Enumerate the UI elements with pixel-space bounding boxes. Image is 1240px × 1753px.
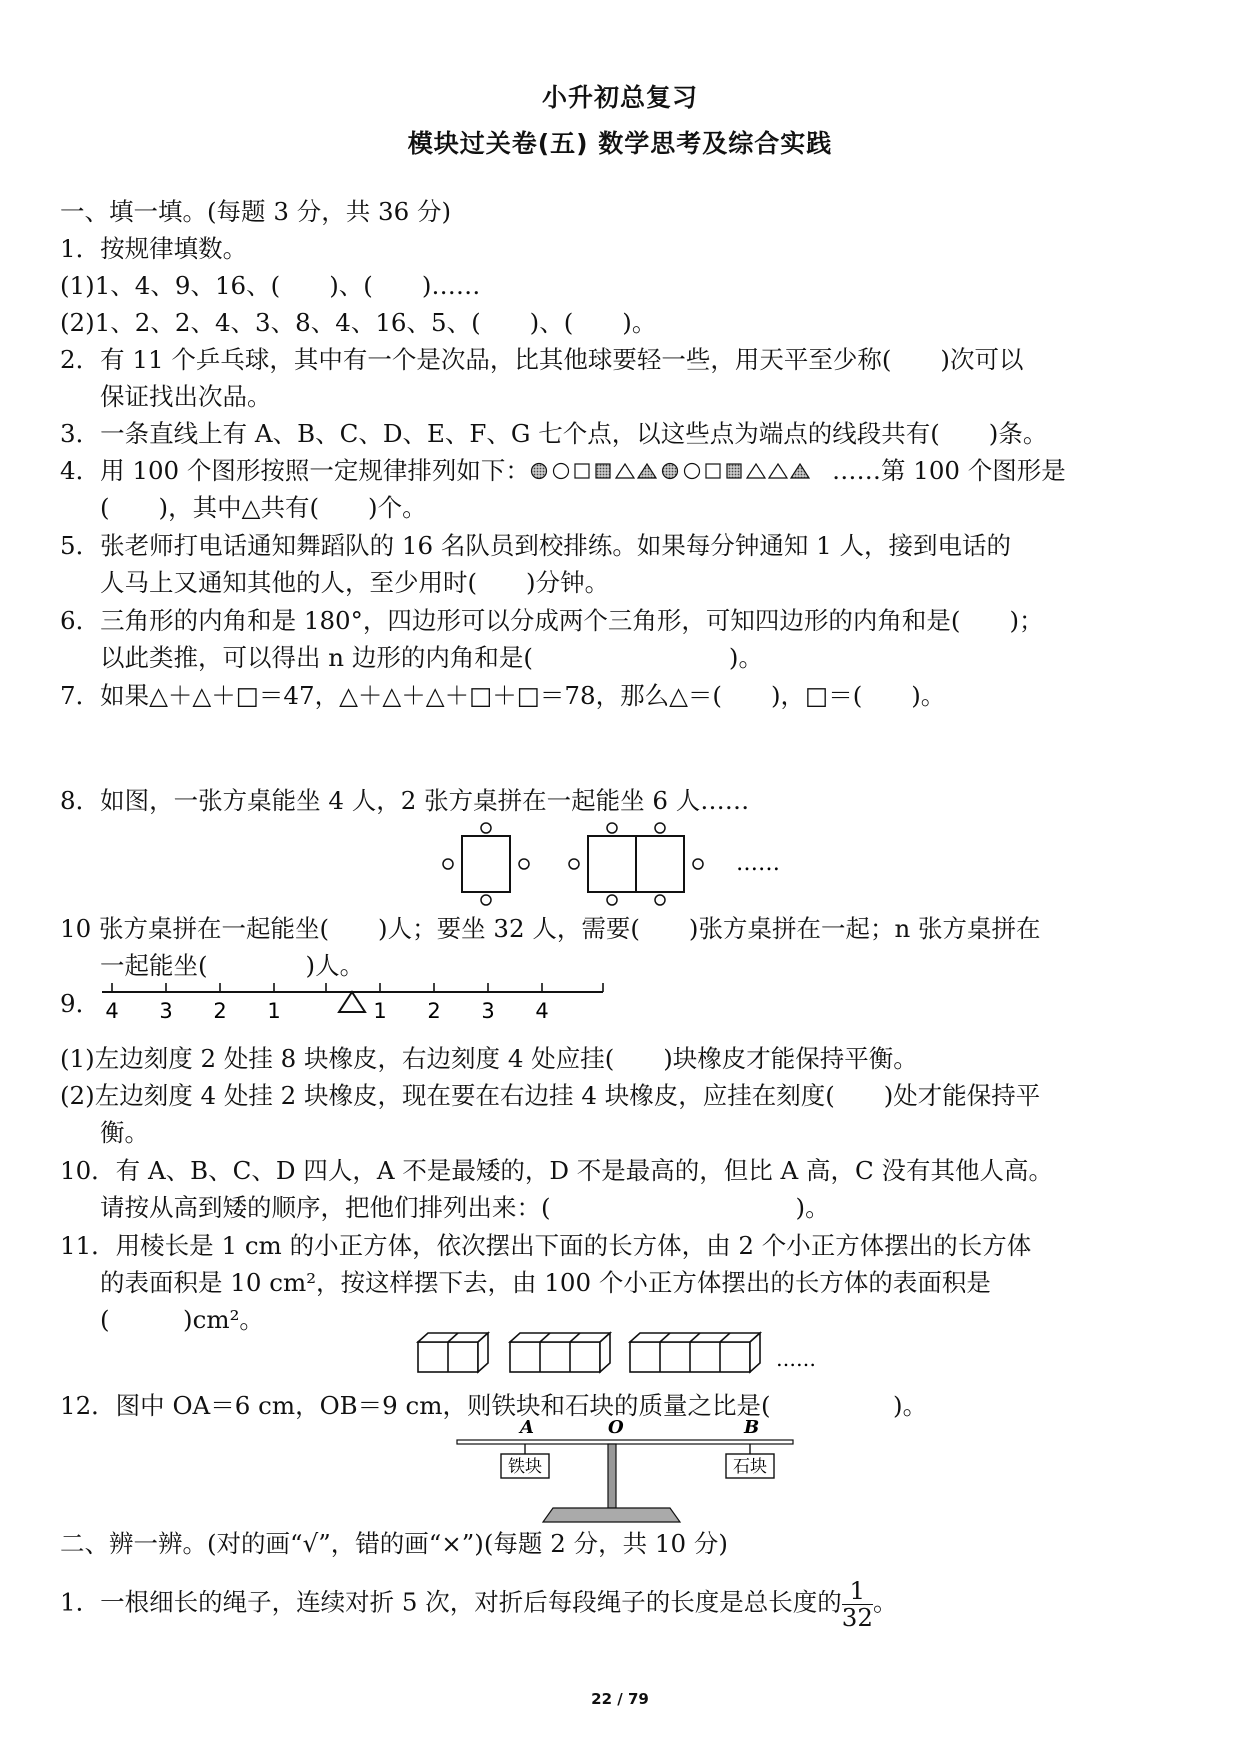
lever-base xyxy=(543,1508,680,1522)
label-a: A xyxy=(520,1417,534,1438)
q9-label: 9． xyxy=(60,989,101,1018)
ruler-tick-label: 1 xyxy=(267,999,281,1023)
ruler-tick-label: 3 xyxy=(481,999,495,1023)
fraction xyxy=(842,1578,873,1630)
seat-icon xyxy=(607,895,617,905)
q10-line1: 10．有 A、B、C、D 四人，A 不是最矮的，D 不是最高的，但比 A 高，C 没有其他人高。 xyxy=(60,1156,1054,1185)
q1-stem: 1．按规律填数。 xyxy=(60,234,248,263)
q5-line2: 人马上又通知其他的人，至少用时( )分钟。 xyxy=(100,568,610,597)
q11-line3: ( )cm²。 xyxy=(100,1305,264,1334)
ruler-tick-label: 2 xyxy=(427,999,441,1023)
q11-line1: 11．用棱长是 1 cm 的小正方体，依次摆出下面的长方体，由 2 个小正方体摆出的长方体 xyxy=(60,1231,1032,1260)
triangle-icon xyxy=(616,464,634,478)
q8-stem: 8．如图，一张方桌能坐 4 人，2 张方桌拼在一起能坐 6 人…… xyxy=(60,786,750,815)
lever-figure xyxy=(455,1418,795,1526)
label-o: O xyxy=(608,1417,624,1438)
square-icon xyxy=(706,464,720,478)
circle-icon xyxy=(684,464,699,479)
fraction-numerator: 1 xyxy=(842,1578,873,1605)
page-number: 22 / 79 xyxy=(591,1690,649,1708)
q4-line1-end: ……第 100 个图形是 xyxy=(831,456,1066,485)
q9-part2-line2: 衡。 xyxy=(100,1118,149,1147)
shape-sequence xyxy=(530,461,832,481)
seat-icon xyxy=(481,823,491,833)
q4-line1 xyxy=(60,455,1066,487)
dotted-triangle-icon xyxy=(791,464,809,478)
ruler-tick-label: 4 xyxy=(535,999,549,1023)
circle-icon xyxy=(553,464,568,479)
q2-line2: 保证找出次品。 xyxy=(100,382,272,411)
triangle-icon xyxy=(769,464,787,478)
q4-line1-start: 4．用 100 个图形按照一定规律排列如下： xyxy=(60,456,530,485)
lever-post xyxy=(608,1444,616,1508)
seat-icon xyxy=(655,823,665,833)
s2-q1-end: 。 xyxy=(872,1587,898,1617)
q7-text: 7．如果△＋△＋□＝47，△＋△＋△＋□＋□＝78，那么△＝( )，□＝( )。 xyxy=(60,681,946,710)
dotted-circle-icon xyxy=(662,464,677,479)
seat-icon xyxy=(607,823,617,833)
seat-icon xyxy=(693,859,703,869)
q9-part1: (1)左边刻度 2 处挂 8 块橡皮，右边刻度 4 处应挂( )块橡皮才能保持平衡。 xyxy=(60,1044,918,1073)
iron-label: 铁块 xyxy=(508,1457,542,1477)
stone-label: 石块 xyxy=(733,1457,767,1477)
cuboids-figure xyxy=(418,1330,818,1380)
cuboid-3 xyxy=(510,1342,600,1372)
fraction-denominator: 32 xyxy=(841,1602,873,1632)
section1-heading: 一、填一填。(每题 3 分，共 36 分) xyxy=(60,197,452,226)
seat-icon xyxy=(655,895,665,905)
q4-line2: ( )，其中△共有( )个。 xyxy=(100,493,427,522)
q1-part2: (2)1、2、2、4、3、8、4、16、5、( )、( )。 xyxy=(60,308,657,337)
continuation-dots: …… xyxy=(736,851,780,876)
s2-q1 xyxy=(60,1578,897,1630)
dotted-square-icon xyxy=(727,464,741,478)
ruler-tick-label: 3 xyxy=(159,999,173,1023)
q3-text: 3．一条直线上有 A、B、C、D、E、F、G 七个点，以这些点为端点的线段共有( )条。 xyxy=(60,419,1048,448)
seat-icon xyxy=(519,859,529,869)
q8-line1: 10 张方桌拼在一起能坐( )人；要坐 32 人，需要( )张方桌拼在一起；n 张方桌拼在 xyxy=(60,914,1041,943)
tables-figure xyxy=(440,820,780,910)
triangle-icon xyxy=(747,464,765,478)
q6-line2: 以此类推，可以得出 n 边形的内角和是( )。 xyxy=(100,643,763,672)
label-b: B xyxy=(744,1417,760,1438)
ruler-tick-label: 4 xyxy=(105,999,119,1023)
q12-text: 12．图中 OA＝6 cm，OB＝9 cm，则铁块和石块的质量之比是( )。 xyxy=(60,1391,928,1420)
seat-icon xyxy=(569,859,579,869)
ruler-tick-label: 2 xyxy=(213,999,227,1023)
table-square xyxy=(462,836,510,892)
page-title: 小升初总复习 xyxy=(541,83,698,112)
q11-line2: 的表面积是 10 cm²，按这样摆下去，由 100 个小正方体摆出的长方体的表面积是 xyxy=(100,1268,991,1297)
section2-heading: 二、辨一辨。(对的画“√”，错的画“×”)(每题 2 分，共 10 分) xyxy=(60,1529,728,1558)
s2-q1-text: 1．一根细长的绳子，连续对折 5 次，对折后每段绳子的长度是总长度的 xyxy=(60,1587,842,1617)
balance-ruler xyxy=(100,988,620,1038)
square-icon xyxy=(575,464,589,478)
q2-line1: 2．有 11 个乒乓球，其中有一个是次品，比其他球要轻一些，用天平至少称( )次可以 xyxy=(60,345,1024,374)
seat-icon xyxy=(481,895,491,905)
dotted-triangle-icon xyxy=(638,464,656,478)
q1-part1: (1)1、4、9、16、( )、( )…… xyxy=(60,271,481,300)
q5-line1: 5．张老师打电话通知舞蹈队的 16 名队员到校排练。如果每分钟通知 1 人，接到电话的 xyxy=(60,531,1011,560)
dotted-circle-icon xyxy=(531,464,546,479)
lever-beam xyxy=(457,1440,793,1444)
page-subtitle: 模块过关卷(五) 数学思考及综合实践 xyxy=(407,129,833,158)
q9-part2-line1: (2)左边刻度 4 处挂 2 块橡皮，现在要在右边挂 4 块橡皮，应挂在刻度( )处才能保持平 xyxy=(60,1081,1041,1110)
fulcrum-icon xyxy=(339,992,365,1012)
dotted-square-icon xyxy=(596,464,610,478)
ruler-tick-label: 1 xyxy=(373,999,387,1023)
table-square xyxy=(636,836,684,892)
continuation-dots: …… xyxy=(776,1347,816,1371)
table-square xyxy=(588,836,636,892)
q8-line2: 一起能坐( )人。 xyxy=(100,951,365,980)
seat-icon xyxy=(443,859,453,869)
shape-sequence-figure xyxy=(530,461,832,481)
q10-line2: 请按从高到矮的顺序，把他们排列出来：( )。 xyxy=(100,1193,830,1222)
q6-line1: 6．三角形的内角和是 180°，四边形可以分成两个三角形，可知四边形的内角和是( )； xyxy=(60,606,1044,635)
